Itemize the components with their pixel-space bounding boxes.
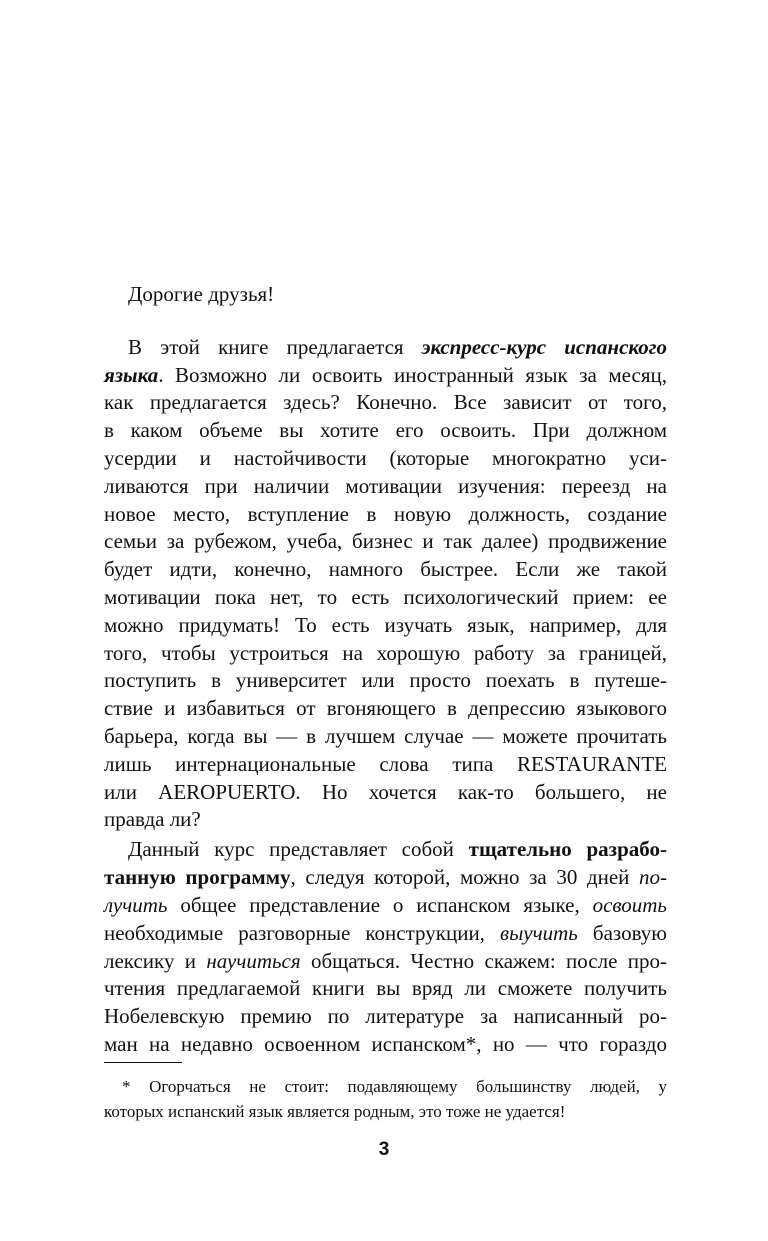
text-segment: в каком объеме вы хотите его освоить. При должном (104, 418, 667, 443)
text-segment: языка (104, 362, 159, 387)
text-line (104, 892, 667, 920)
text-segment: экспресс-курс испанского (421, 334, 667, 359)
text-segment: того, чтобы устроиться на хорошую работу за границей, (104, 640, 667, 665)
text-segment: ман на недавно освоенном испанском*, но — что гораздо (104, 1031, 667, 1056)
text-line (104, 751, 667, 779)
text-segment: тщательно разрабо- (468, 837, 667, 862)
text-line (104, 445, 667, 473)
page-number: 3 (378, 1139, 390, 1160)
text-segment: необходимые разговорные конструкции, (104, 920, 500, 945)
text-line (104, 362, 667, 390)
text-line (104, 695, 667, 723)
text-segment: ливаются при наличии мотивации изучения: переезд на (104, 473, 667, 498)
text-line (104, 1003, 667, 1031)
text-segment: базовую (577, 920, 667, 945)
text-line (104, 864, 667, 892)
footnote-line: * Огорчаться не стоит: подавляющему большинству людей, у (122, 1077, 667, 1096)
text-segment: можно придумать! То есть изучать язык, например, для (104, 612, 667, 637)
text-line (104, 806, 667, 834)
text-segment: мотивации пока нет, то есть психологический прием: ее (104, 584, 667, 609)
text-segment: выучить (499, 920, 578, 945)
text-segment: поступить в университет или просто поехать в путеше- (104, 668, 667, 693)
text-segment: лучить (104, 892, 168, 917)
text-line (104, 501, 667, 529)
text-segment: правда ли? (104, 807, 201, 832)
text-segment: усердии и настойчивости (которые многократно уси- (104, 445, 667, 470)
text-segment: чтения предлагаемой книги вы вряд ли сможете получить (104, 976, 667, 1001)
text-line (104, 640, 667, 668)
text-line (104, 612, 667, 640)
text-line (104, 556, 667, 584)
text-line (104, 528, 667, 556)
text-line (104, 667, 667, 695)
footnote-line: которых испанский язык является родным, это тоже не удается! (104, 1102, 566, 1121)
paragraph-gap (104, 309, 667, 334)
text-segment: новое место, вступление в новую должность, создание (104, 501, 667, 526)
text-line (104, 389, 667, 417)
text-line (104, 723, 667, 751)
text-segment: или AEROPUERTO. Но хочется как-то большего, не (104, 779, 667, 804)
text-segment: Данный курс представляет собой (128, 837, 469, 862)
text-segment: как предлагается здесь? Конечно. Все зависит от того, (104, 390, 667, 415)
text-line (104, 473, 667, 501)
text-line (104, 584, 667, 612)
text-line (104, 836, 667, 864)
text-segment: , следуя которой, можно за 30 дней (290, 865, 640, 890)
footnote (104, 1074, 667, 1124)
greeting: Дорогие друзья! (128, 282, 275, 306)
text-segment: ствие и избавиться от вгоняющего в депрессию языкового (104, 696, 667, 721)
text-line (104, 334, 667, 362)
text-segment: лишь интернациональные слова типа RESTAURANTE (104, 751, 667, 776)
text-line (104, 417, 667, 445)
text-segment: . Возможно ли освоить иностранный язык за месяц, (158, 362, 667, 387)
text-segment: танную программу (104, 865, 291, 890)
text-segment: по- (639, 865, 668, 890)
text-segment: общее представление о испанском языке, (167, 892, 593, 917)
text-line (104, 920, 667, 948)
text-segment: освоить (592, 892, 667, 917)
body-text (104, 281, 667, 1059)
text-segment: будет идти, конечно, намного быстрее. Если же такой (104, 557, 667, 582)
footnote-divider (104, 1062, 182, 1063)
text-segment: лексику и (104, 948, 207, 973)
text-segment: В этой книге предлагается (128, 334, 422, 359)
text-segment: Нобелевскую премию по литературе за написанный ро- (104, 1004, 667, 1029)
text-segment: научиться (206, 948, 301, 973)
text-line (104, 975, 667, 1003)
text-segment: общаться. Честно скажем: после про- (300, 948, 667, 973)
text-line (104, 779, 667, 807)
text-segment: семьи за рубежом, учеба, бизнес и так далее) продвижение (104, 529, 667, 554)
text-line (104, 1031, 667, 1059)
text-segment: барьера, когда вы — в лучшем случае — можете прочитать (104, 723, 667, 748)
text-line (104, 948, 667, 976)
